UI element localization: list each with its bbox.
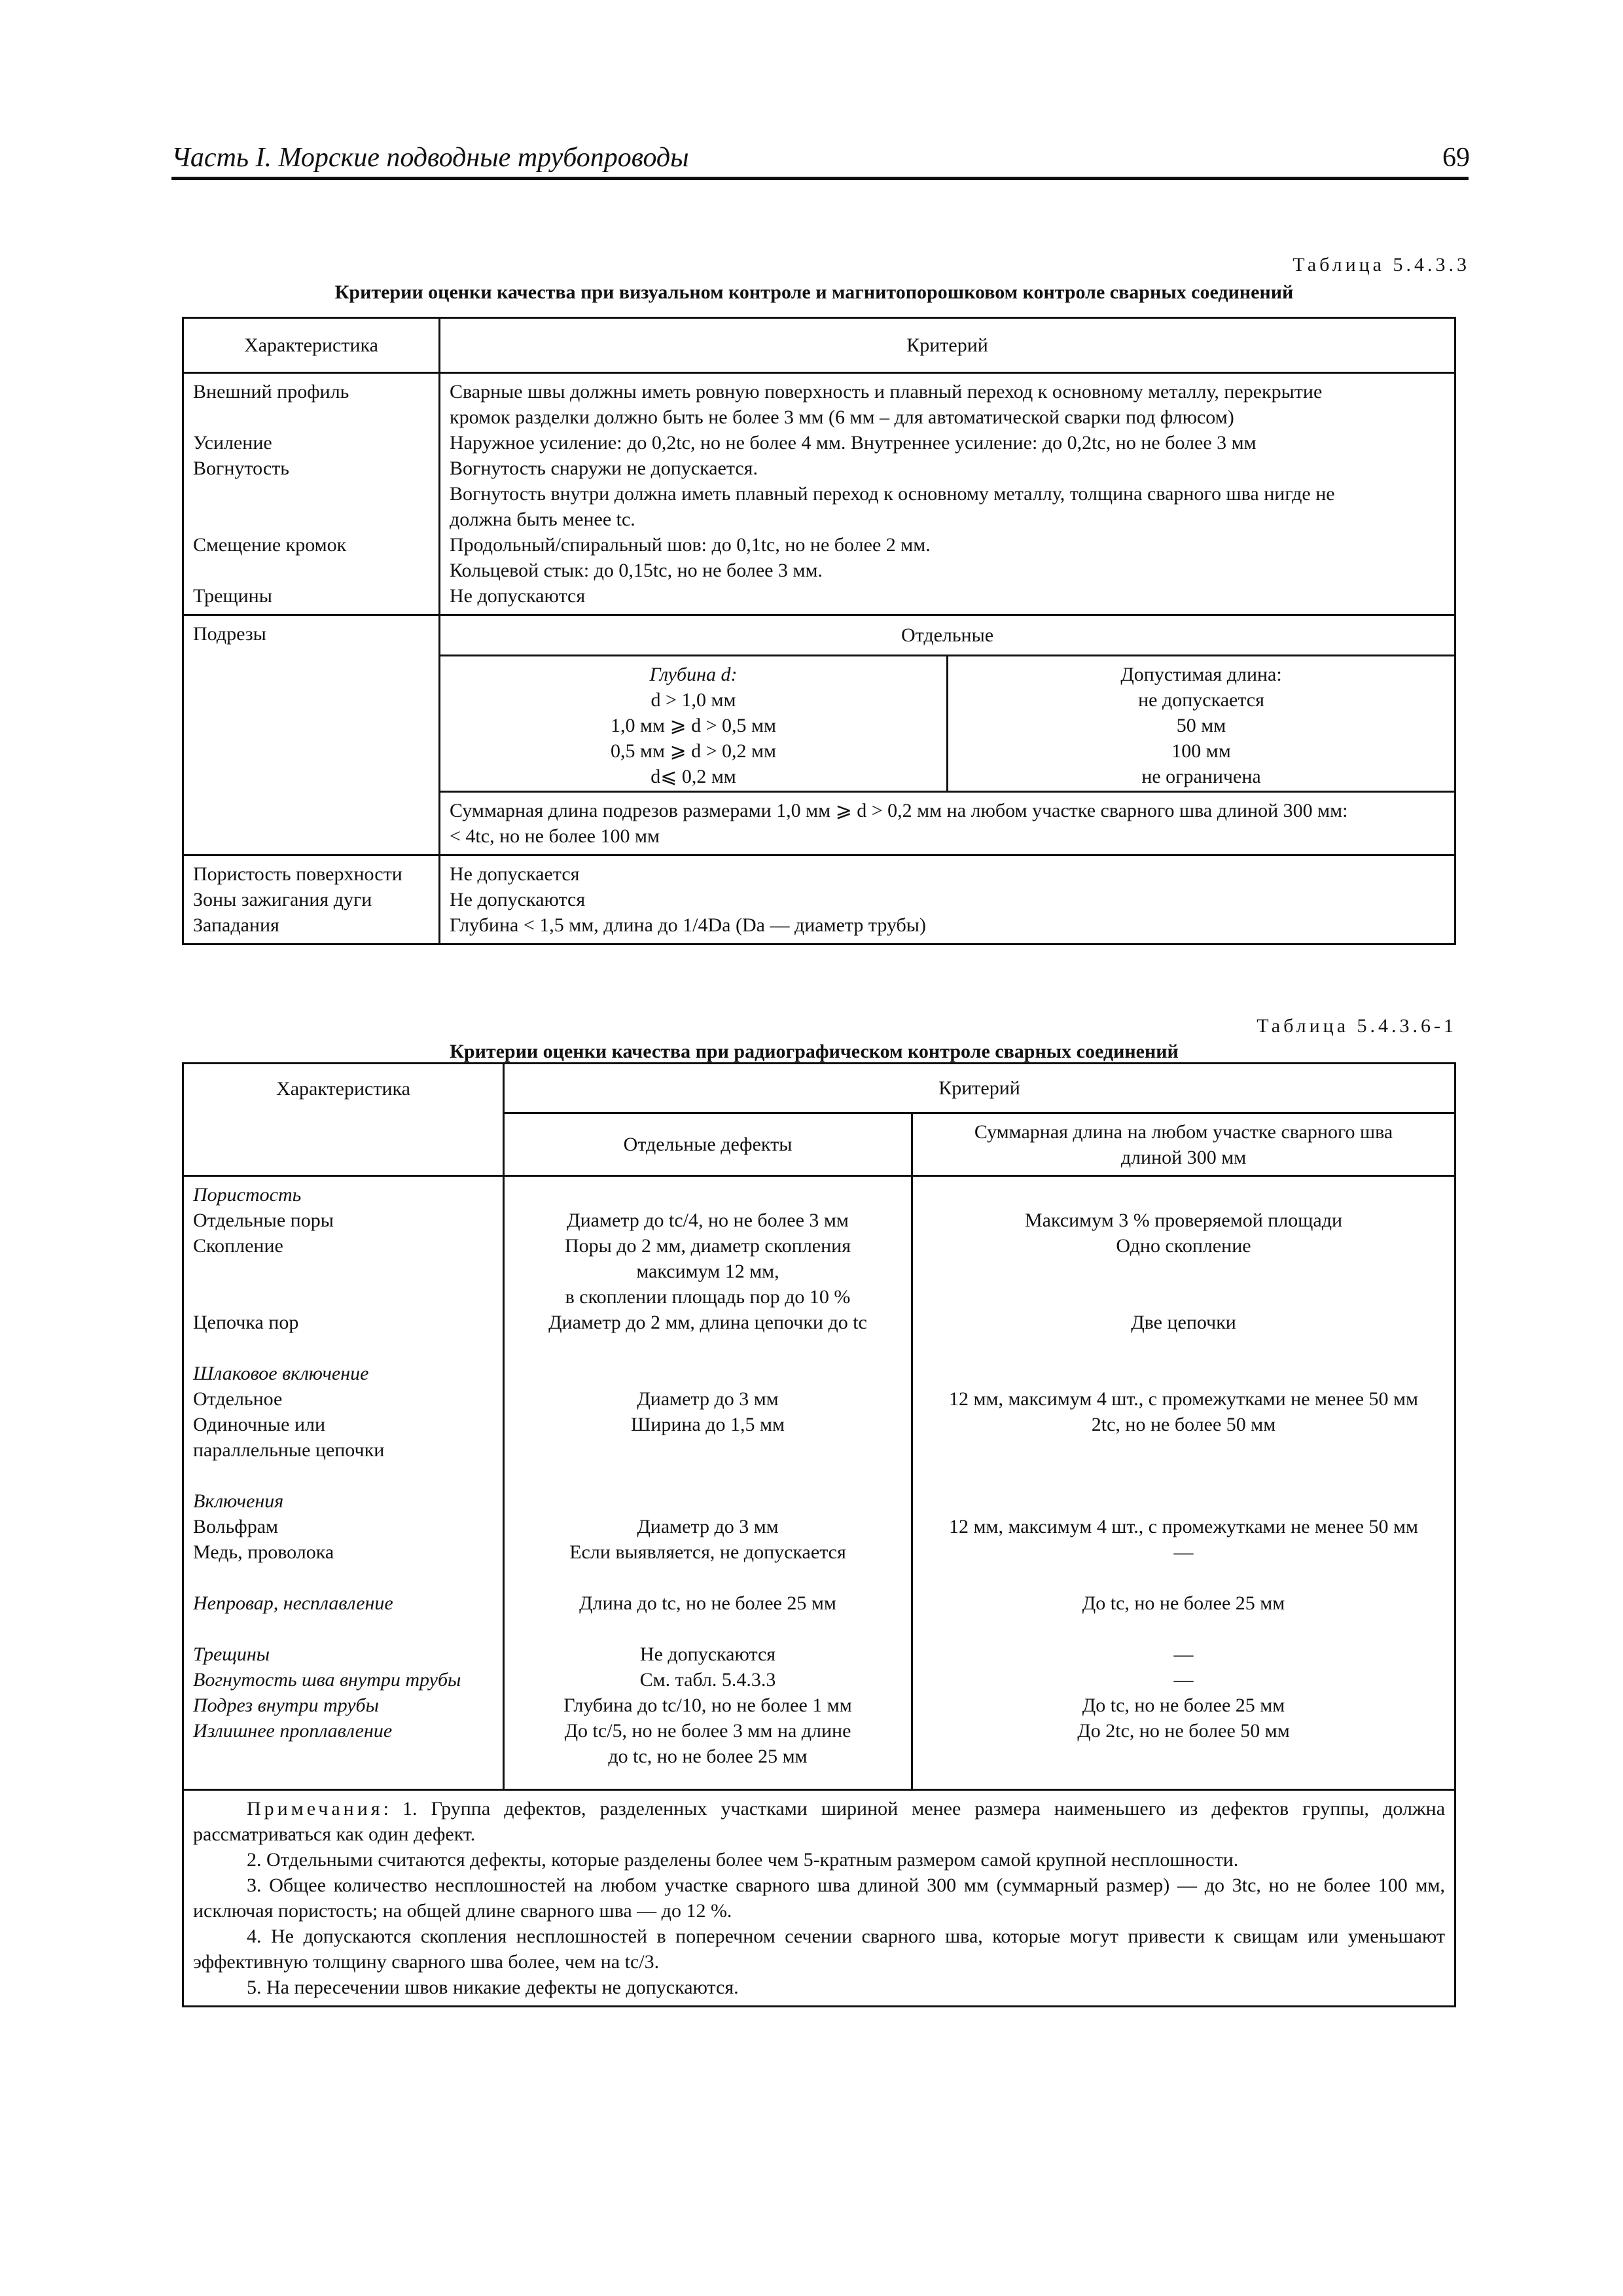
table2-total-length-line: До tc, но не более 25 мм: [1082, 1592, 1285, 1614]
table2-total-length-line: [913, 1565, 1454, 1590]
table1-col1-header: Характеристика: [183, 318, 440, 373]
table2-caption: Таблица 5.4.3.6-1: [1257, 1015, 1457, 1037]
table2-individual-defect-line: Диаметр до tc/4, но не более 3 мм: [567, 1210, 849, 1231]
table2: [182, 1062, 1456, 2007]
table1-block1-characteristics: Внешний профиль Усиление Вогнутость Смещение кромок Трещины: [183, 373, 440, 615]
table2-individual-defect-line: Поры до 2 мм, диаметр скопления: [564, 1235, 851, 1257]
table2-individual-defect-line: Если выявляется, не допускается: [569, 1541, 846, 1563]
header-rule: [171, 177, 1469, 180]
table2-col2-header: Критерий: [504, 1064, 1455, 1113]
table2-total-length-line: —: [1173, 1643, 1194, 1665]
table2-individual-defect-line: См. табл. 5.4.3.3: [639, 1669, 776, 1691]
table2-total-length-line: [913, 1335, 1454, 1361]
table2-characteristic-line: параллельные цепочки: [193, 1439, 385, 1461]
table1-title: Критерии оценки качества при визуальном контроле и магнитопорошковом контроле сварных соединений: [334, 281, 1294, 303]
table2-total-length-line: Максимум 3 % проверяемой площади: [1024, 1210, 1343, 1231]
page-number: 69: [1442, 143, 1470, 173]
table2-characteristic-line: Медь, проволока: [193, 1541, 334, 1563]
table2-characteristic-line: [193, 1744, 493, 1769]
table2-individual-defect-line: [505, 1182, 911, 1208]
table2-total-length-line: До 2tc, но не более 50 мм: [1077, 1720, 1290, 1742]
table2-individual-defect-line: Диаметр до 2 мм, длина цепочки до tc: [548, 1312, 867, 1333]
table2-individual-defect-line: Длина до tc, но не более 25 мм: [579, 1592, 836, 1614]
table2-total-length-line: [913, 1437, 1454, 1463]
note-2: 2. Отдельными считаются дефекты, которые разделены более чем 5-кратным размером самой крупной несплошности.: [247, 1849, 1239, 1871]
table1-block3-characteristics: Пористость поверхности Зоны зажигания дуги Западания: [183, 855, 440, 944]
table2-total-length-line: 12 мм, максимум 4 шт., с промежутками не менее 50 мм: [948, 1516, 1419, 1537]
table2-total-length-column: [912, 1176, 1455, 1790]
table2-characteristic-line: Включения: [193, 1490, 284, 1512]
note-3: 3. Общее количество несплошностей на любом участке сварного шва длиной 300 мм (суммарный размер) — до 3tc, но не более 100 мм, исключая пористость; на общей длине сварного шва — до 12 %.: [193, 1874, 1446, 1922]
table2-individual-defect-line: [505, 1335, 911, 1361]
table2-characteristic-line: Пористость: [193, 1184, 302, 1206]
table2-individual-defect-line: [505, 1361, 911, 1386]
table2-characteristic-line: Излишнее проплавление: [193, 1720, 393, 1742]
table2-characteristic-line: [193, 1616, 493, 1641]
table2-total-length-line: [913, 1744, 1454, 1769]
note-4: 4. Не допускаются скопления несплошностей в поперечном сечении сварного шва, которые могут привести к свищам или уменьшают эффективную толщину сварного шва более, чем на tc/3.: [193, 1926, 1446, 1973]
table2-total-length-line: [913, 1182, 1454, 1208]
table1-caption: Таблица 5.4.3.3: [1293, 254, 1470, 276]
table2-total-length-line: —: [1173, 1541, 1194, 1563]
table2-total-length-line: [913, 1361, 1454, 1386]
undercut-length-cell: Допустимая длина: не допускается 50 мм 100 мм не ограничена: [948, 656, 1455, 792]
table2-characteristic-line: [193, 1259, 493, 1284]
table2-notes: [183, 1790, 1455, 2007]
table2-title: Критерии оценки качества при радиографическом контроле сварных соединений: [450, 1041, 1179, 1062]
table2-individual-defect-line: Диаметр до 3 мм: [637, 1388, 779, 1410]
table2-characteristic-line: Отдельные поры: [193, 1210, 334, 1231]
table2-total-length-line: Одно скопление: [1116, 1235, 1251, 1257]
undercut-header: Отдельные: [440, 615, 1455, 656]
table2-total-length-line: [913, 1488, 1454, 1514]
table2-characteristic-line: Вогнутость шва внутри трубы: [193, 1669, 461, 1691]
table2-individual-defect-line: [505, 1488, 911, 1514]
table2-characteristic-line: Непровар, несплавление: [193, 1592, 393, 1614]
table2-characteristic-line: [193, 1284, 493, 1310]
table2-total-length-line: 12 мм, максимум 4 шт., с промежутками не менее 50 мм: [948, 1388, 1419, 1410]
table1-col2-header: Критерий: [440, 318, 1455, 373]
table2-individual-defect-line: [505, 1437, 911, 1463]
table2-total-length-line: [913, 1259, 1454, 1284]
table2-individual-defect-line: [505, 1463, 911, 1488]
undercut-depth-cell: Глубина d: d > 1,0 мм 1,0 мм ⩾ d > 0,5 мм 0,5 мм ⩾ d > 0,2 мм d⩽ 0,2 мм: [440, 656, 948, 792]
table2-individual-defect-line: Диаметр до 3 мм: [637, 1516, 779, 1537]
table2-characteristic-line: Отдельное: [193, 1388, 283, 1410]
table2-characteristic-line: [193, 1335, 493, 1361]
notes-label: Примечания: [247, 1798, 383, 1820]
table2-characteristic-line: Трещины: [193, 1643, 270, 1665]
note-5: 5. На пересечении швов никакие дефекты не допускаются.: [247, 1977, 739, 1998]
table2-individual-defect-line: [505, 1565, 911, 1590]
table1-block1-criteria: Сварные швы должны иметь ровную поверхность и плавный переход к основному металлу, перекрытие кромок разделки должно быть не более 3 мм (6 мм – для автоматической сварки под флюсом) Наружное усиление: до 0,2tc, но не более 4 мм. Внутреннее усиление: до 0,2tc, но не более 3 мм Вогнутость снаружи не допускается. Вогнутость внутри должна иметь плавный переход к основному металлу, толщина сварного шва нигде не должна быть менее tc. Продольный/спиральный шов: до 0,1tc, но не более 2 мм. Кольцевой стык: до 0,15tc, но не более 3 мм. Не допускаются: [440, 373, 1455, 615]
table2-individual-defect-line: Ширина до 1,5 мм: [631, 1414, 785, 1435]
table2-total-length-line: До tc, но не более 25 мм: [1082, 1695, 1285, 1716]
table2-individual-defect-line: до tc, но не более 25 мм: [608, 1746, 808, 1767]
table2-characteristic-line: Скопление: [193, 1235, 283, 1257]
table2-individual-defect-line: Глубина до tc/10, но не более 1 мм: [563, 1695, 852, 1716]
table2-characteristic-line: [193, 1463, 493, 1488]
table2-individual-defects-column: [504, 1176, 912, 1790]
table2-characteristic-line: Шлаковое включение: [193, 1363, 369, 1384]
table2-individual-defect-line: максимум 12 мм,: [636, 1261, 779, 1282]
table2-sub2-header: Суммарная длина на любом участке сварного шва длиной 300 мм: [912, 1113, 1455, 1176]
table2-individual-defect-line: До tc/5, но не более 3 мм на длине: [564, 1720, 851, 1742]
table1: [182, 317, 1456, 945]
table2-characteristic-line: [193, 1565, 493, 1590]
table2-characteristic-line: Цепочка пор: [193, 1312, 299, 1333]
table2-total-length-line: [913, 1284, 1454, 1310]
table2-characteristics-column: [183, 1176, 504, 1790]
table2-individual-defect-line: Не допускаются: [639, 1643, 776, 1665]
table2-individual-defect-line: [505, 1616, 911, 1641]
table2-col1-header: Характеристика: [183, 1064, 504, 1176]
table2-total-length-line: —: [1173, 1669, 1194, 1691]
running-header-title: Часть I. Морские подводные трубопроводы: [171, 143, 689, 173]
undercut-total: Суммарная длина подрезов размерами 1,0 мм ⩾ d > 0,2 мм на любом участке сварного шва длиной 300 мм: < 4tc, но не более 100 мм: [440, 792, 1455, 855]
table1-block3-criteria: Не допускается Не допускаются Глубина < 1,5 мм, длина до 1/4Da (Da — диаметр трубы): [440, 855, 1455, 944]
table2-total-length-line: [913, 1616, 1454, 1641]
table2-characteristic-line: Вольфрам: [193, 1516, 279, 1537]
table2-total-length-line: [913, 1463, 1454, 1488]
table2-sub1-header: Отдельные дефекты: [504, 1113, 912, 1176]
table2-characteristic-line: Подрез внутри трубы: [193, 1695, 379, 1716]
undercut-label: Подрезы: [183, 615, 440, 855]
table2-characteristic-line: Одиночные или: [193, 1414, 326, 1435]
table2-individual-defect-line: в скоплении площадь пор до 10 %: [565, 1286, 851, 1308]
table2-total-length-line: 2tc, но не более 50 мм: [1091, 1414, 1276, 1435]
note-1: : 1. Группа дефектов, разделенных участками шириной менее размера наименьшего из дефектов группы, должна рассматриваться как один дефект.: [193, 1798, 1446, 1845]
table2-total-length-line: Две цепочки: [1131, 1312, 1236, 1333]
